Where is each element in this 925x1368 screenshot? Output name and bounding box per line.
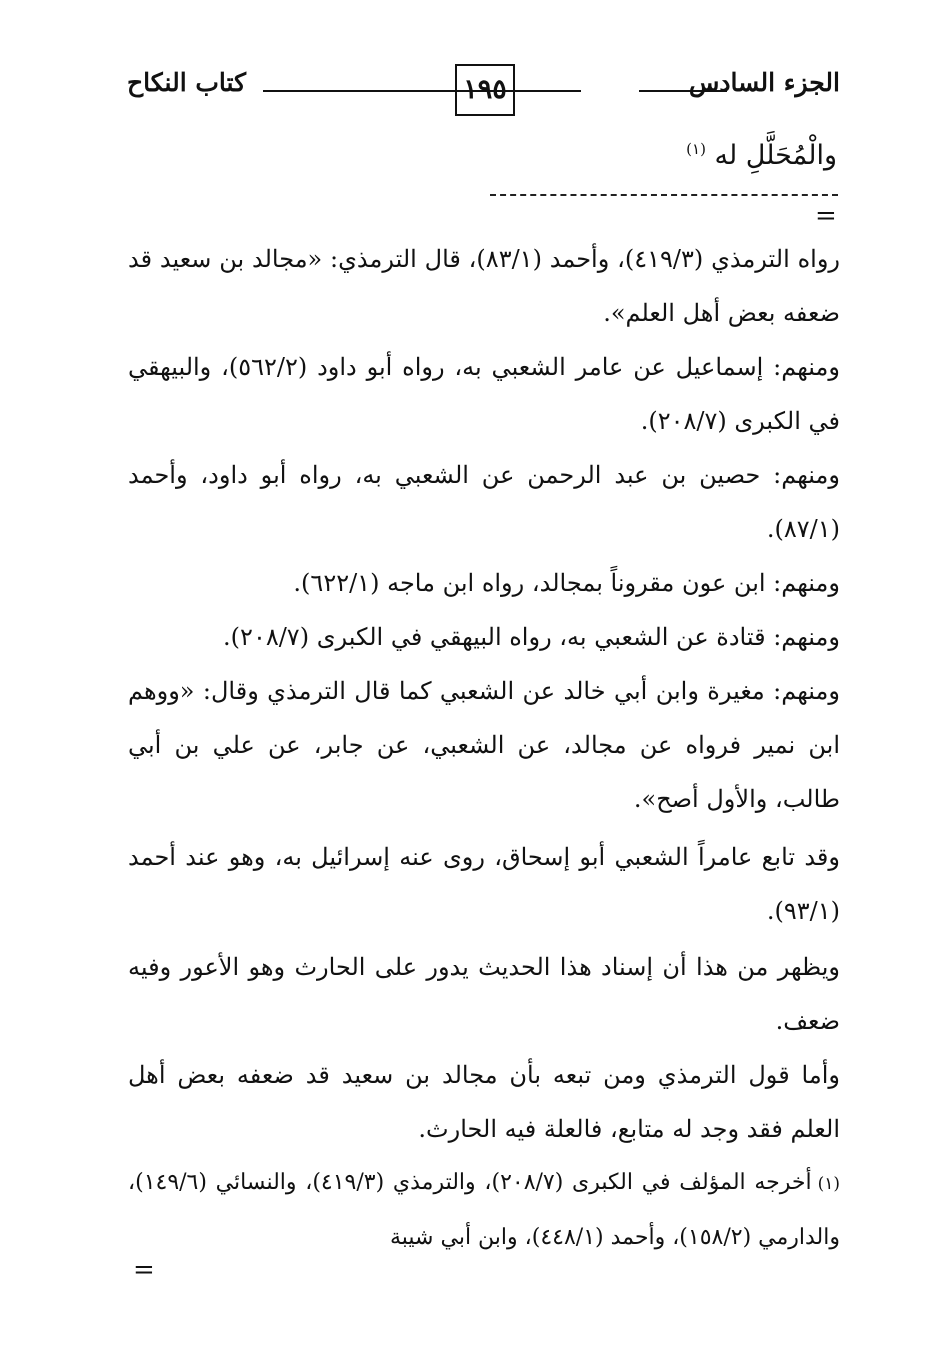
paragraph-3: ومنهم: حصين بن عبد الرحمن عن الشعبي به، رواه أبو داود، وأحمد (٨٧/١). <box>128 461 840 543</box>
opening-text: والْمُحَلَّلِ له <box>714 140 837 171</box>
continuation-mark-top: = <box>815 201 837 231</box>
paragraph-7: وقد تابع عامراً الشعبي أبو إسحاق، روى عنه إسرائيل به، وهو عند أحمد (٩٣/١). <box>128 843 840 925</box>
page-number: ١٩٥ <box>455 64 515 116</box>
page-header <box>125 62 840 118</box>
opening-line <box>686 140 837 171</box>
book-title: كتاب النكاح <box>127 68 246 97</box>
paragraph-4: ومنهم: ابن عون مقروناً بمجالد، رواه ابن ماجه (٦٢٢/١). <box>293 569 840 597</box>
footnote-number: (١) <box>817 1174 840 1194</box>
paragraph-9: وأما قول الترمذي ومن تبعه بأن مجالد بن سعيد قد ضعفه بعض أهل العلم فقد وجد له متابع، فالعلة فيه الحارث. <box>128 1061 840 1143</box>
volume-title: الجزء السادس <box>688 68 840 97</box>
header-rule-left <box>263 90 581 92</box>
footnote-reference: (١) <box>686 140 706 158</box>
paragraph-1: رواه الترمذي (٤١٩/٣)، وأحمد (٨٣/١)، قال الترمذي: «مجالد بن سعيد قد ضعفه بعض أهل العلم». <box>128 245 841 327</box>
separator-rule <box>490 194 838 196</box>
paragraph-5: ومنهم: قتادة عن الشعبي به، رواه البيهقي في الكبرى (٢٠٨/٧). <box>223 623 840 651</box>
continuation-mark-bottom: = <box>133 1255 155 1285</box>
footnote-text: أخرجه المؤلف في الكبرى (٢٠٨/٧)، والترمذي (٤١٩/٣)، والنسائي (١٤٩/٦)، والدارمي (١٥٨/٢)، وأحمد (٤٤٨/١)، وابن أبي شيبة <box>128 1170 840 1250</box>
paragraph-8: ويظهر من هذا أن إسناد هذا الحديث يدور على الحارث وهو الأعور وفيه ضعف. <box>128 953 840 1035</box>
header-rule-right <box>639 90 727 92</box>
footnote <box>128 1156 840 1265</box>
paragraph-2: ومنهم: إسماعيل عن عامر الشعبي به، رواه أبو داود (٥٦٢/٢)، والبيهقي في الكبرى (٢٠٨/٧). <box>128 353 840 435</box>
paragraph-6: ومنهم: مغيرة وابن أبي خالد عن الشعبي كما قال الترمذي وقال: «ووهم ابن نمير فرواه عن مجالد، عن الشعبي، عن جابر، عن علي بن أبي طالب، والأول أصح». <box>128 677 840 813</box>
